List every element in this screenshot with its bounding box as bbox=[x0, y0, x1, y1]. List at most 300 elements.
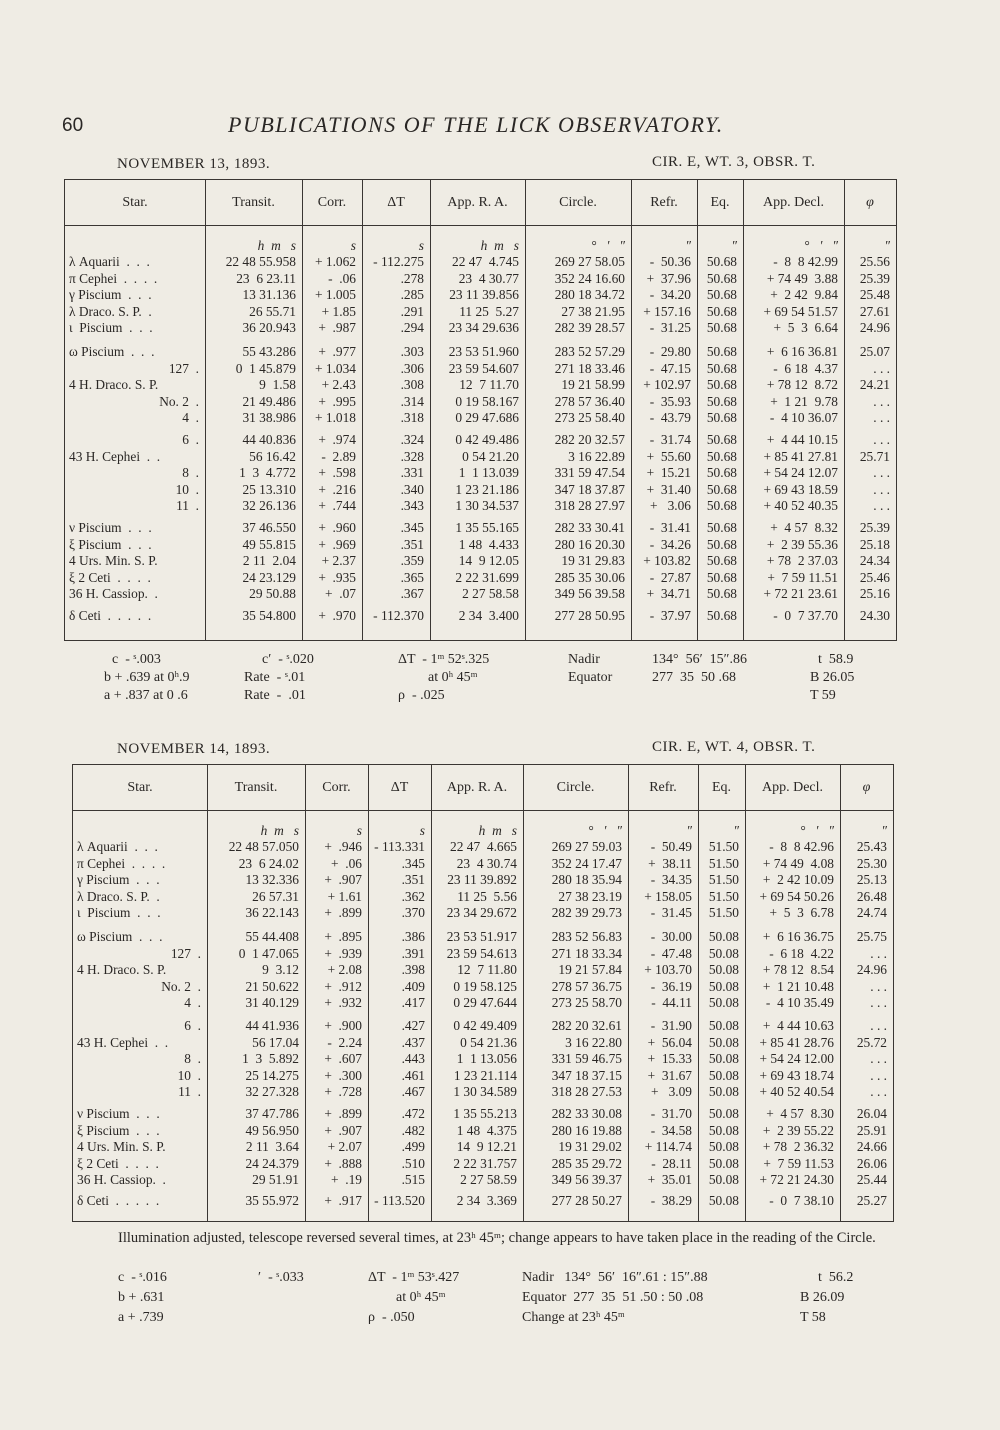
unit-label: s bbox=[350, 238, 356, 253]
cell-value: + 103.70 bbox=[644, 962, 692, 978]
cell-value: + .216 bbox=[318, 481, 356, 497]
cell-value: . . . bbox=[870, 945, 887, 961]
cell-value: .294 bbox=[400, 320, 424, 336]
column-corr bbox=[306, 254, 356, 337]
cell-value: + 6 16 36.81 bbox=[766, 344, 838, 359]
cell-value: - 8 8 42.99 bbox=[773, 254, 838, 269]
cell-value: 24.96 bbox=[859, 320, 890, 336]
column-circle bbox=[529, 344, 625, 427]
unit-label: s bbox=[418, 238, 424, 253]
cell-value: + 54 24 12.00 bbox=[759, 1051, 834, 1067]
cell-value: + 78 2 36.32 bbox=[762, 1139, 834, 1155]
illumination-note: Illumination adjusted, telescope reversed several times, at 23ʰ 45ᵐ; change appears to have taken place in the reading of the Circle. bbox=[118, 1230, 876, 1246]
cell-value: - 2.89 bbox=[321, 448, 356, 464]
cell-value: 51.50 bbox=[708, 905, 739, 921]
column-eq bbox=[701, 520, 737, 603]
cell-value: + 54 24 12.07 bbox=[763, 465, 838, 481]
column-star bbox=[69, 608, 199, 625]
column-divider bbox=[431, 765, 432, 1221]
column-header: ΔT bbox=[390, 780, 409, 795]
column-dt bbox=[372, 1106, 425, 1189]
cell-value: + 85 41 27.81 bbox=[763, 448, 838, 464]
star-name: γ Piscium . . . bbox=[77, 872, 160, 888]
cell-value: - 34.20 bbox=[649, 287, 691, 303]
column-transit bbox=[209, 608, 296, 625]
cell-value: + 158.05 bbox=[644, 888, 692, 904]
cell-value: + 72 21 24.30 bbox=[759, 1172, 834, 1188]
cell-value: .351 bbox=[400, 536, 424, 552]
cell-value: - 28.11 bbox=[651, 1155, 692, 1171]
cell-value: 25.07 bbox=[859, 344, 890, 359]
column-phi bbox=[844, 929, 887, 1012]
cell-value: 0 1 47.065 bbox=[238, 945, 299, 961]
cell-value: + 85 41 28.76 bbox=[759, 1034, 834, 1050]
cell-value: + 7 59 11.51 bbox=[767, 569, 838, 585]
column-decl bbox=[749, 929, 834, 1012]
cell-value: 269 27 58.05 bbox=[554, 254, 625, 269]
column-circle bbox=[529, 608, 625, 625]
cell-value: + .935 bbox=[318, 569, 356, 585]
column-star bbox=[77, 839, 201, 922]
cell-value: 280 16 20.30 bbox=[554, 536, 625, 552]
cell-value: - 47.48 bbox=[650, 945, 692, 961]
unit-label: h m s bbox=[478, 823, 517, 838]
cell-value: + .907 bbox=[324, 872, 362, 888]
cell-value: - 50.36 bbox=[649, 254, 691, 269]
cell-value: - 4 10 36.07 bbox=[769, 410, 838, 426]
cell-value: 50.68 bbox=[706, 586, 737, 602]
cell-value: .437 bbox=[401, 1034, 425, 1050]
column-circle bbox=[529, 254, 625, 337]
cell-value: 25.48 bbox=[859, 287, 890, 303]
cell-value: 25.46 bbox=[859, 569, 890, 585]
unit-label: ″ bbox=[686, 823, 692, 838]
cell-value: + 74 49 3.88 bbox=[766, 270, 838, 286]
cell-value: 56 16.42 bbox=[249, 448, 296, 464]
cell-value: + 4 57 8.30 bbox=[766, 1106, 834, 1121]
column-eq bbox=[702, 1106, 739, 1189]
cell-value: 9 3.12 bbox=[262, 962, 299, 978]
footer-delta-t: ΔT - 1ᵐ 52ˢ.325 bbox=[398, 652, 490, 667]
column-phi bbox=[844, 839, 887, 922]
cell-value: + 5 3 6.64 bbox=[773, 320, 838, 336]
unit-label: s bbox=[356, 823, 362, 838]
star-name: 127 . bbox=[170, 945, 201, 961]
column-dt bbox=[372, 1193, 425, 1210]
cell-value: 19 21 57.84 bbox=[558, 962, 622, 978]
cell-value: + .960 bbox=[318, 520, 356, 535]
footer-change: Change at 23ʰ 45ᵐ bbox=[522, 1310, 625, 1325]
cell-value: 12 7 11.80 bbox=[457, 962, 517, 978]
cell-value: - 31.70 bbox=[650, 1106, 692, 1121]
cell-value: 50.68 bbox=[706, 536, 737, 552]
column-ra bbox=[435, 1018, 517, 1101]
cell-value: 25.91 bbox=[856, 1122, 887, 1138]
column-ra bbox=[435, 1106, 517, 1189]
unit-label: ″ bbox=[733, 823, 739, 838]
cell-value: - 34.58 bbox=[650, 1122, 692, 1138]
cell-value: + 35.01 bbox=[647, 1172, 692, 1188]
star-name: λ Aquarii . . . bbox=[69, 254, 150, 269]
cell-value: 24 24.379 bbox=[245, 1155, 299, 1171]
cell-value: 25.75 bbox=[856, 929, 887, 944]
footer-at: at 0ʰ 45ᵐ bbox=[428, 670, 478, 685]
cell-value: 32 26.136 bbox=[242, 498, 296, 514]
star-name: λ Aquarii . . . bbox=[77, 839, 158, 854]
column-ra bbox=[435, 1193, 517, 1210]
cell-value: - 38.29 bbox=[650, 1193, 692, 1208]
cell-value: + .974 bbox=[318, 432, 356, 447]
cell-value: + .607 bbox=[324, 1051, 362, 1067]
column-header: Corr. bbox=[317, 195, 347, 210]
cell-value: + 15.21 bbox=[646, 465, 691, 481]
footer-b-val: B 26.05 bbox=[810, 670, 855, 685]
cell-value: 269 27 59.03 bbox=[551, 839, 622, 854]
cell-value: 280 16 19.88 bbox=[551, 1122, 622, 1138]
cell-value: .417 bbox=[401, 995, 425, 1011]
unit-label: ″ bbox=[884, 238, 890, 253]
star-name: 11 . bbox=[176, 498, 199, 514]
cell-value: 24.34 bbox=[859, 553, 890, 569]
cell-value: .386 bbox=[401, 929, 425, 944]
footer-b: b + .639 at 0ʰ.9 bbox=[104, 670, 190, 685]
cell-value: 347 18 37.87 bbox=[554, 481, 625, 497]
cell-value: 50.08 bbox=[708, 1139, 739, 1155]
cell-value: 31 38.986 bbox=[242, 410, 296, 426]
footer-c-prime: c′ - ˢ.020 bbox=[262, 652, 314, 667]
star-name: 127 . bbox=[168, 360, 199, 376]
column-header: App. R. A. bbox=[447, 195, 508, 210]
cell-value: . . . bbox=[870, 1084, 887, 1100]
cell-value: 1 3 5.892 bbox=[242, 1051, 299, 1067]
column-corr bbox=[309, 1106, 362, 1189]
cell-value: 285 35 30.06 bbox=[554, 569, 625, 585]
cell-value: .443 bbox=[401, 1051, 425, 1067]
cell-value: 50.68 bbox=[706, 344, 737, 359]
footer-equator-value: 277 35 50 .68 bbox=[652, 670, 736, 685]
cell-value: - 34.26 bbox=[649, 536, 691, 552]
cell-value: - 31.41 bbox=[649, 520, 691, 535]
cell-value: 2 27 58.58 bbox=[462, 586, 519, 602]
cell-value: .482 bbox=[401, 1122, 425, 1138]
column-phi bbox=[848, 344, 890, 427]
cell-value: + 37.96 bbox=[646, 270, 691, 286]
cell-value: + .970 bbox=[318, 608, 356, 623]
cell-value: 50.68 bbox=[706, 520, 737, 535]
cell-value: 23 4 30.77 bbox=[458, 270, 519, 286]
cell-value: + 56.04 bbox=[647, 1034, 692, 1050]
cell-value: 1 30 34.589 bbox=[453, 1084, 517, 1100]
column-corr bbox=[306, 608, 356, 625]
column-phi bbox=[844, 1193, 887, 1210]
column-star bbox=[69, 344, 199, 427]
cell-value: + 1.062 bbox=[314, 254, 356, 269]
star-name: 10 . bbox=[175, 481, 199, 497]
column-decl bbox=[747, 520, 838, 603]
footer-c-prime: ′ - ˢ.033 bbox=[258, 1270, 304, 1285]
column-transit bbox=[209, 254, 296, 337]
cell-value: 27.61 bbox=[859, 303, 890, 319]
cell-value: 0 19 58.125 bbox=[453, 978, 517, 994]
cell-value: 50.68 bbox=[706, 432, 737, 447]
column-ra bbox=[434, 432, 519, 515]
cell-value: + 2.08 bbox=[327, 962, 362, 978]
star-name: π Cephei . . . . bbox=[77, 855, 166, 871]
table2-date: NOVEMBER 14, 1893. bbox=[117, 741, 271, 757]
cell-value: 50.68 bbox=[706, 270, 737, 286]
star-name: λ Draco. S. P. . bbox=[77, 888, 160, 904]
star-name: 8 . bbox=[182, 465, 199, 481]
column-star bbox=[69, 254, 199, 337]
cell-value: 331 59 47.54 bbox=[554, 465, 625, 481]
column-star bbox=[77, 1193, 201, 1210]
cell-value: 23 11 39.892 bbox=[447, 872, 517, 888]
cell-value: 23 59 54.613 bbox=[446, 945, 517, 961]
cell-value: 50.08 bbox=[708, 1018, 739, 1033]
star-name: 4 . bbox=[184, 995, 201, 1011]
cell-value: 13 31.136 bbox=[242, 287, 296, 303]
cell-value: 24.74 bbox=[856, 905, 887, 921]
cell-value: 23 53 51.960 bbox=[448, 344, 519, 359]
cell-value: . . . bbox=[873, 360, 890, 376]
column-divider bbox=[368, 765, 369, 1221]
cell-value: .278 bbox=[400, 270, 424, 286]
cell-value: 25.56 bbox=[859, 254, 890, 269]
cell-value: 25 14.275 bbox=[245, 1067, 299, 1083]
column-transit bbox=[211, 929, 299, 1012]
cell-value: .461 bbox=[401, 1067, 425, 1083]
cell-value: 25.72 bbox=[856, 1034, 887, 1050]
cell-value: + .917 bbox=[324, 1193, 362, 1208]
page-title: PUBLICATIONS OF THE LICK OBSERVATORY. bbox=[228, 112, 724, 137]
cell-value: 50.08 bbox=[708, 1051, 739, 1067]
footer-rho: ρ - .050 bbox=[368, 1310, 415, 1325]
column-dt bbox=[366, 608, 424, 625]
cell-value: + .888 bbox=[324, 1155, 362, 1171]
star-name: γ Piscium . . . bbox=[69, 287, 152, 303]
column-circle bbox=[527, 839, 622, 922]
cell-value: 12 7 11.70 bbox=[459, 377, 519, 393]
cell-value: + 69 54 50.26 bbox=[759, 888, 834, 904]
cell-value: .370 bbox=[401, 905, 425, 921]
cell-value: 55 44.408 bbox=[245, 929, 299, 944]
column-transit bbox=[209, 344, 296, 427]
cell-value: 9 1.58 bbox=[259, 377, 296, 393]
cell-value: 50.08 bbox=[708, 1067, 739, 1083]
cell-value: 2 11 2.04 bbox=[242, 553, 296, 569]
column-ra bbox=[435, 929, 517, 1012]
footer-b-val: B 26.09 bbox=[800, 1290, 845, 1305]
cell-value: .306 bbox=[400, 360, 424, 376]
cell-value: - 29.80 bbox=[649, 344, 691, 359]
column-refr bbox=[635, 432, 691, 515]
column-circle bbox=[527, 1018, 622, 1101]
cell-value: .351 bbox=[401, 872, 425, 888]
cell-value: 0 42 49.486 bbox=[455, 432, 519, 447]
footer-a: a + .837 at 0 .6 bbox=[104, 688, 188, 703]
cell-value: 29 50.88 bbox=[249, 586, 296, 602]
cell-value: 37 46.550 bbox=[242, 520, 296, 535]
cell-value: 1 1 13.039 bbox=[458, 465, 519, 481]
cell-value: + .19 bbox=[331, 1172, 362, 1188]
cell-value: 49 56.950 bbox=[245, 1122, 299, 1138]
column-circle bbox=[527, 1106, 622, 1189]
star-name: ξ Piscium . . . bbox=[69, 536, 152, 552]
cell-value: 23 11 39.856 bbox=[449, 287, 519, 303]
cell-value: + 4 57 8.32 bbox=[770, 520, 838, 535]
cell-value: + 102.97 bbox=[643, 377, 691, 393]
cell-value: - 47.15 bbox=[649, 360, 691, 376]
column-header: Star. bbox=[122, 195, 148, 210]
cell-value: 37 47.786 bbox=[245, 1106, 299, 1121]
column-transit bbox=[211, 1018, 299, 1101]
footer-rate2: Rate - .01 bbox=[244, 688, 306, 703]
column-circle bbox=[527, 929, 622, 1012]
cell-value: 283 52 56.83 bbox=[551, 929, 622, 944]
column-header: φ bbox=[866, 195, 874, 210]
cell-value: 24.30 bbox=[859, 608, 890, 623]
column-circle bbox=[529, 432, 625, 515]
cell-value: 280 18 34.72 bbox=[554, 287, 625, 303]
cell-value: + 2 39 55.36 bbox=[766, 536, 838, 552]
cell-value: 26 57.31 bbox=[252, 888, 299, 904]
column-header: Transit. bbox=[234, 780, 278, 795]
column-ra bbox=[434, 344, 519, 427]
cell-value: 282 20 32.57 bbox=[554, 432, 625, 447]
star-name: δ Ceti . . . . . bbox=[69, 608, 152, 623]
cell-value: 24.96 bbox=[856, 962, 887, 978]
column-phi bbox=[848, 608, 890, 625]
cell-value: - 30.00 bbox=[650, 929, 692, 944]
star-name: 11 . bbox=[178, 1084, 201, 1100]
cell-value: 25.13 bbox=[856, 872, 887, 888]
cell-value: + .300 bbox=[324, 1067, 362, 1083]
column-star bbox=[77, 929, 201, 1012]
cell-value: 1 30 34.537 bbox=[455, 498, 519, 514]
cell-value: 50.68 bbox=[706, 569, 737, 585]
footer-c: c - ˢ.016 bbox=[118, 1270, 167, 1285]
footer-t-val: T 58 bbox=[800, 1310, 826, 1325]
cell-value: .409 bbox=[401, 978, 425, 994]
cell-value: 2 11 3.64 bbox=[245, 1139, 299, 1155]
cell-value: 27 38 23.19 bbox=[558, 888, 622, 904]
cell-value: - 31.25 bbox=[649, 320, 691, 336]
cell-value: 51.50 bbox=[708, 888, 739, 904]
column-transit bbox=[211, 839, 299, 922]
footer-t: t 58.9 bbox=[818, 652, 854, 667]
cell-value: + .969 bbox=[318, 536, 356, 552]
cell-value: 22 47 4.745 bbox=[452, 254, 519, 269]
star-name: ξ 2 Ceti . . . . bbox=[69, 569, 151, 585]
cell-value: .328 bbox=[400, 448, 424, 464]
cell-value: + .06 bbox=[331, 855, 362, 871]
cell-value: . . . bbox=[873, 410, 890, 426]
cell-value: - 0 7 38.10 bbox=[769, 1193, 834, 1208]
footer-equator-label: Equator bbox=[568, 670, 613, 685]
cell-value: 50.08 bbox=[708, 1172, 739, 1188]
cell-value: 25.30 bbox=[856, 855, 887, 871]
cell-value: 1 23 21.114 bbox=[453, 1067, 517, 1083]
cell-value: 318 28 27.97 bbox=[554, 498, 625, 514]
cell-value: 0 29 47.644 bbox=[453, 995, 517, 1011]
cell-value: 283 52 57.29 bbox=[554, 344, 625, 359]
column-circle bbox=[529, 520, 625, 603]
cell-value: 1 48 4.433 bbox=[458, 536, 519, 552]
cell-value: - 31.74 bbox=[649, 432, 691, 447]
cell-value: 24 23.129 bbox=[242, 569, 296, 585]
cell-value: 32 27.328 bbox=[245, 1084, 299, 1100]
cell-value: 22 47 4.665 bbox=[450, 839, 517, 854]
column-transit bbox=[209, 432, 296, 515]
column-header: ΔT bbox=[387, 195, 405, 210]
cell-value: 49 55.815 bbox=[242, 536, 296, 552]
column-eq bbox=[701, 344, 737, 427]
cell-value: 50.08 bbox=[708, 978, 739, 994]
star-name: 6 . bbox=[182, 432, 199, 447]
column-refr bbox=[632, 1106, 692, 1189]
column-dt bbox=[366, 520, 424, 603]
cell-value: - 6 18 4.37 bbox=[773, 360, 838, 376]
cell-value: - 4 10 35.49 bbox=[765, 995, 834, 1011]
cell-value: + .932 bbox=[324, 995, 362, 1011]
footer-b: b + .631 bbox=[118, 1290, 165, 1305]
cell-value: 21 49.486 bbox=[242, 393, 296, 409]
column-ra bbox=[435, 839, 517, 922]
cell-value: . . . bbox=[870, 1018, 887, 1033]
cell-value: 11 25 5.56 bbox=[457, 888, 517, 904]
observation-table-nov13 bbox=[64, 179, 897, 641]
cell-value: 0 42 49.409 bbox=[453, 1018, 517, 1033]
footer-t: t 56.2 bbox=[818, 1270, 854, 1285]
cell-value: - 0 7 37.70 bbox=[773, 608, 838, 623]
cell-value: + 69 54 51.57 bbox=[763, 303, 838, 319]
cell-value: 31 40.129 bbox=[245, 995, 299, 1011]
cell-value: - 44.11 bbox=[651, 995, 692, 1011]
star-name: 4 H. Draco. S. P. bbox=[69, 377, 159, 393]
star-name: 4 Urs. Min. S. P. bbox=[77, 1139, 166, 1155]
column-transit bbox=[211, 1106, 299, 1189]
cell-value: + 2 42 9.84 bbox=[770, 287, 838, 303]
cell-value: + 4 44 10.15 bbox=[766, 432, 838, 447]
footer-at: at 0ʰ 45ᵐ bbox=[396, 1290, 446, 1305]
star-name: 4 . bbox=[182, 410, 199, 426]
column-header: Star. bbox=[127, 780, 153, 795]
cell-value: .324 bbox=[400, 432, 424, 447]
cell-value: .343 bbox=[400, 498, 424, 514]
star-name: ν Piscium . . . bbox=[69, 520, 152, 535]
cell-value: 271 18 33.46 bbox=[554, 360, 625, 376]
table2-cir: CIR. E, WT. 4, OBSR. T. bbox=[652, 739, 816, 755]
cell-value: . . . bbox=[873, 498, 890, 514]
cell-value: 280 18 35.94 bbox=[551, 872, 622, 888]
cell-value: 1 48 4.375 bbox=[456, 1122, 517, 1138]
cell-value: + .995 bbox=[318, 393, 356, 409]
cell-value: 50.68 bbox=[706, 254, 737, 269]
unit-label: ° ′ ″ bbox=[800, 823, 834, 838]
cell-value: 1 1 13.056 bbox=[456, 1051, 517, 1067]
cell-value: 2 34 3.369 bbox=[456, 1193, 517, 1208]
cell-value: 26.06 bbox=[856, 1155, 887, 1171]
star-name: 4 H. Draco. S. P. bbox=[77, 962, 167, 978]
column-decl bbox=[749, 1018, 834, 1101]
unit-label: h m s bbox=[257, 238, 296, 253]
cell-value: 14 9 12.05 bbox=[458, 553, 519, 569]
cell-value: 25.71 bbox=[859, 448, 890, 464]
cell-value: 285 35 29.72 bbox=[551, 1155, 622, 1171]
column-header: App. Decl. bbox=[761, 780, 824, 795]
cell-value: 331 59 46.75 bbox=[551, 1051, 622, 1067]
column-corr bbox=[309, 839, 362, 922]
